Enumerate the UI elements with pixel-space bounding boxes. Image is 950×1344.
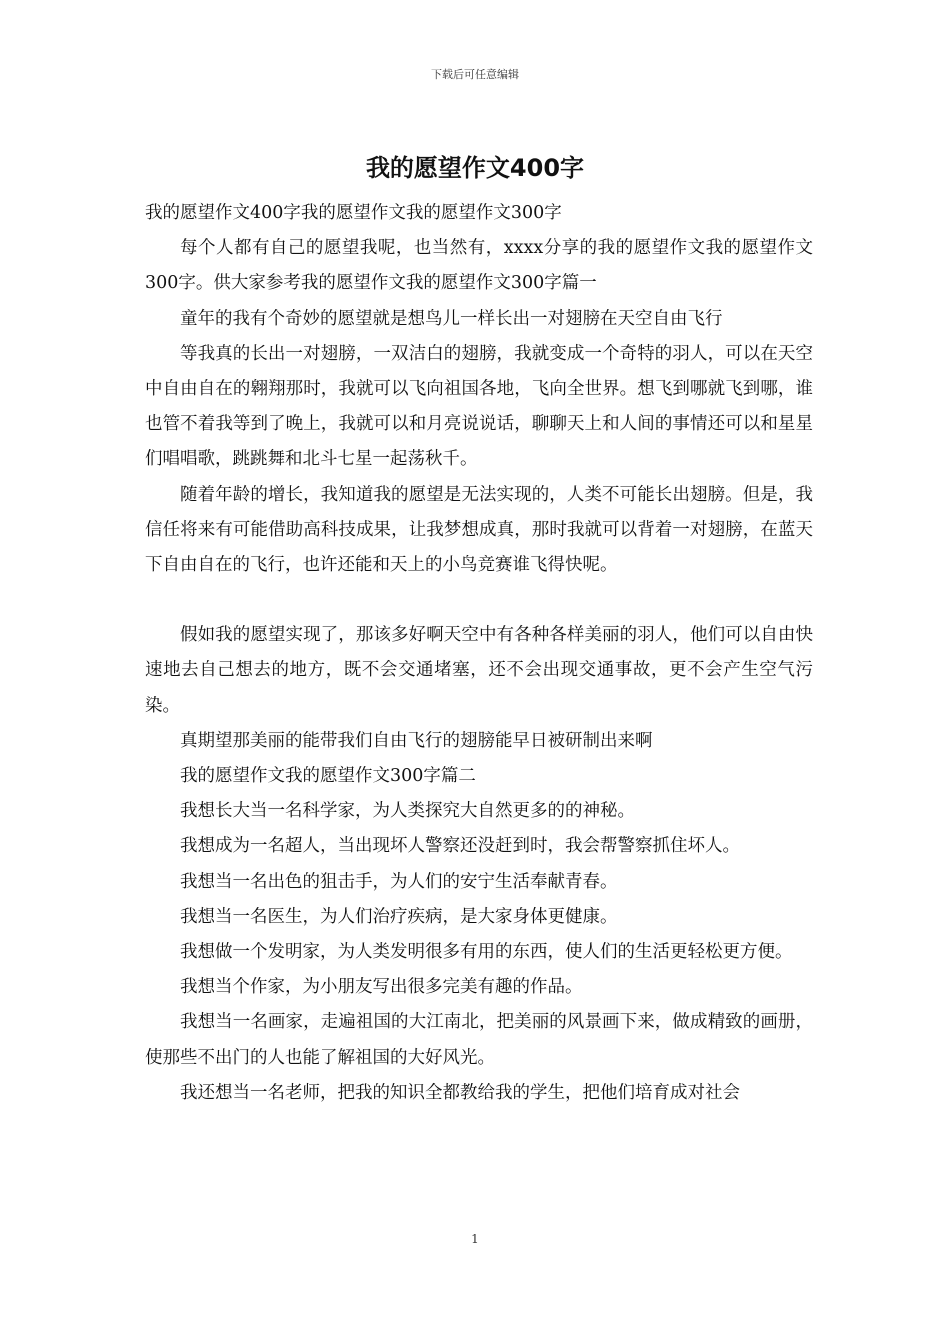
paragraph: 真期望那美丽的能带我们自由飞行的翅膀能早日被研制出来啊 xyxy=(180,730,653,751)
paragraph: 我想当一名出色的狙击手，为人们的安宁生活奉献青春。 xyxy=(180,871,618,892)
paragraph: 等我真的长出一对翅膀，一双洁白的翅膀，我就变成一个奇特的羽人，可以在天空中自由自在的翱翔那时，我就可以飞向祖国各地，飞向全世界。想飞到哪就飞到哪，谁也管不着我等到了晚上，我就可以和月亮说说话，聊聊天上和人间的事情还可以和星星们唱唱歌，跳跳舞和北斗七星一起荡秋千。 xyxy=(145,343,813,470)
paragraph: 我还想当一名老师，把我的知识全都教给我的学生，把他们培育成对社会 xyxy=(180,1082,740,1103)
paragraph-subtitle: 我的愿望作文400字我的愿望作文我的愿望作文300字 xyxy=(145,203,562,223)
paragraph: 我想长大当一名科学家，为人类探究大自然更多的的神秘。 xyxy=(180,801,635,822)
paragraph: 我想做一个发明家，为人类发明很多有用的东西，使人们的生活更轻松更方便。 xyxy=(180,942,793,963)
paragraph: 我想当个作家，为小朋友写出很多完美有趣的作品。 xyxy=(180,977,583,998)
section-heading: 我的愿望作文我的愿望作文300字篇二 xyxy=(180,766,476,787)
paragraph: 随着年龄的增长，我知道我的愿望是无法实现的，人类不可能长出翅膀。但是，我信任将来有可能借助高科技成果，让我梦想成真，那时我就可以背着一对翅膀，在蓝天下自由自在的飞行，也许还能和天上的小鸟竞赛谁飞得快呢。 xyxy=(145,484,813,576)
document-body xyxy=(145,196,813,1111)
paragraph: 我想成为一名超人，当出现坏人警察还没赶到时，我会帮警察抓住坏人。 xyxy=(180,836,740,857)
paragraph: 我想当一名画家，走遍祖国的大江南北，把美丽的风景画下来，做成精致的画册，使那些不出门的人也能了解祖国的大好风光。 xyxy=(145,1012,813,1068)
header-note: 下载后可任意编辑 xyxy=(431,68,519,81)
paragraph: 每个人都有自己的愿望我呢，也当然有，xxxx分享的我的愿望作文我的愿望作文300字。供大家参考我的愿望作文我的愿望作文300字篇一 xyxy=(145,238,813,294)
page-number: 1 xyxy=(471,1232,479,1246)
paragraph: 我想当一名医生，为人们治疗疾病，是大家身体更健康。 xyxy=(180,906,618,927)
document-title: 我的愿望作文400字 xyxy=(365,154,585,182)
paragraph: 童年的我有个奇妙的愿望就是想鸟儿一样长出一对翅膀在天空自由飞行 xyxy=(180,308,723,329)
paragraph: 假如我的愿望实现了，那该多好啊天空中有各种各样美丽的羽人，他们可以自由快速地去自己想去的地方，既不会交通堵塞，还不会出现交通事故，更不会产生空气污染。 xyxy=(145,625,813,716)
